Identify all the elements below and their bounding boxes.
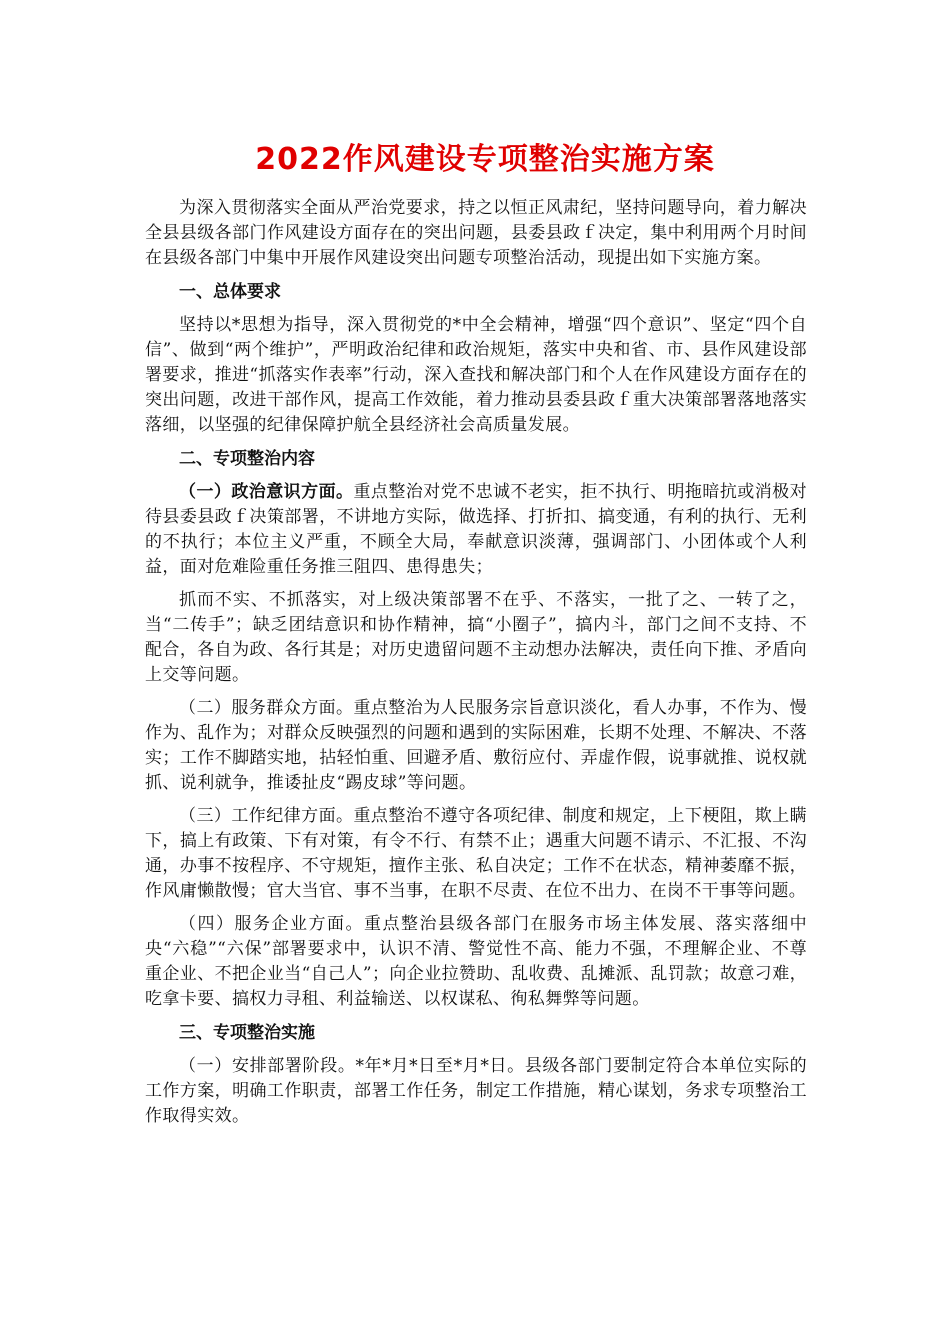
document-page — [145, 138, 807, 1137]
section-heading-general-requirements: 一、总体要求 — [179, 282, 281, 302]
political-awareness-paragraph — [145, 480, 807, 580]
section-heading-implementation: 三、专项整治实施 — [179, 1023, 315, 1043]
general-requirements-paragraph: 坚持以*思想为指导，深入贯彻党的*中全会精神，增强“四个意识”、坚定“四个自信”、做到“两个维护”，严明政治纪律和政治规矩，落实中央和省、市、县作风建设部署要求，推进“抓落实作表率”行动，深入查找和解决部门和个人在作风建设方面存在的突出问题，改进干部作风，提高工作效能，着力推动县委县政ｆ重大决策部署落地落实落细，以坚强的纪律保障护航全县经济社会高质量发展。 — [145, 315, 807, 435]
section-heading-rectification-content: 二、专项整治内容 — [179, 449, 315, 469]
work-discipline-paragraph: （三）工作纪律方面。重点整治不遵守各项纪律、制度和规定，上下梗阻，欺上瞒下，搞上有政策、下有对策，有令不行、有禁不止；遇重大问题不请示、不汇报、不沟通，办事不按程序、不守规矩，擅作主张、私自决定；工作不在状态，精神萎靡不振，作风庸懒散慢；官大当官、事不当事，在职不尽责、在位不出力、在岗不干事等问题。 — [145, 806, 807, 901]
serving-enterprises-paragraph: （四）服务企业方面。重点整治县级各部门在服务市场主体发展、落实落细中央“六稳”“六保”部署要求中，认识不清、警觉性不高、能力不强，不理解企业、不尊重企业、不把企业当“自己人”；向企业拉赞助、乱收费、乱摊派、乱罚款；故意刁难，吃拿卡要、搞权力寻租、利益输送、以权谋私、徇私舞弊等问题。 — [145, 914, 807, 1009]
deployment-stage-paragraph: （一）安排部署阶段。*年*月*日至*月*日。县级各部门要制定符合本单位实际的工作方案，明确工作职责，部署工作任务，制定工作措施，精心谋划，务求专项整治工作取得实效。 — [145, 1056, 807, 1126]
political-awareness-continued-paragraph: 抓而不实、不抓落实，对上级决策部署不在乎、不落实，一批了之、一转了之，当“二传手”；缺乏团结意识和协作精神，搞“小圈子”，搞内斗，部门之间不支持、不配合，各自为政、各行其是；对历史遗留问题不主动想办法解决，责任向下推、矛盾向上交等问题。 — [145, 590, 807, 685]
intro-paragraph: 为深入贯彻落实全面从严治党要求，持之以恒正风肃纪，坚持问题导向，着力解决全县县级各部门作风建设方面存在的突出问题，县委县政ｆ决定，集中利用两个月时间在县级各部门中集中开展作风建设突出问题专项整治活动，现提出如下实施方案。 — [145, 198, 807, 268]
political-awareness-body: 重点整治对党不忠诚不老实，拒不执行、明拖暗抗或消极对待县委县政ｆ决策部署，不讲地方实际，做选择、打折扣、搞变通，有利的执行、无利的不执行；本位主义严重，不顾全大局，奉献意识淡薄，强调部门、小团体或个人利益，面对危难险重任务推三阻四、患得患失； — [145, 482, 808, 577]
document-title: 2022作风建设专项整治实施方案 — [255, 142, 715, 177]
serving-public-paragraph: （二）服务群众方面。重点整治为人民服务宗旨意识淡化，看人办事，不作为、慢作为、乱作为；对群众反映强烈的问题和遇到的实际困难，长期不处理、不解决、不落实；工作不脚踏实地，拈轻怕重、回避矛盾、敷衍应付、弄虚作假，说事就推、说权就抓、说利就争，推诿扯皮“踢皮球”等问题。 — [145, 698, 807, 793]
political-awareness-lead: （一）政治意识方面。 — [179, 482, 354, 502]
